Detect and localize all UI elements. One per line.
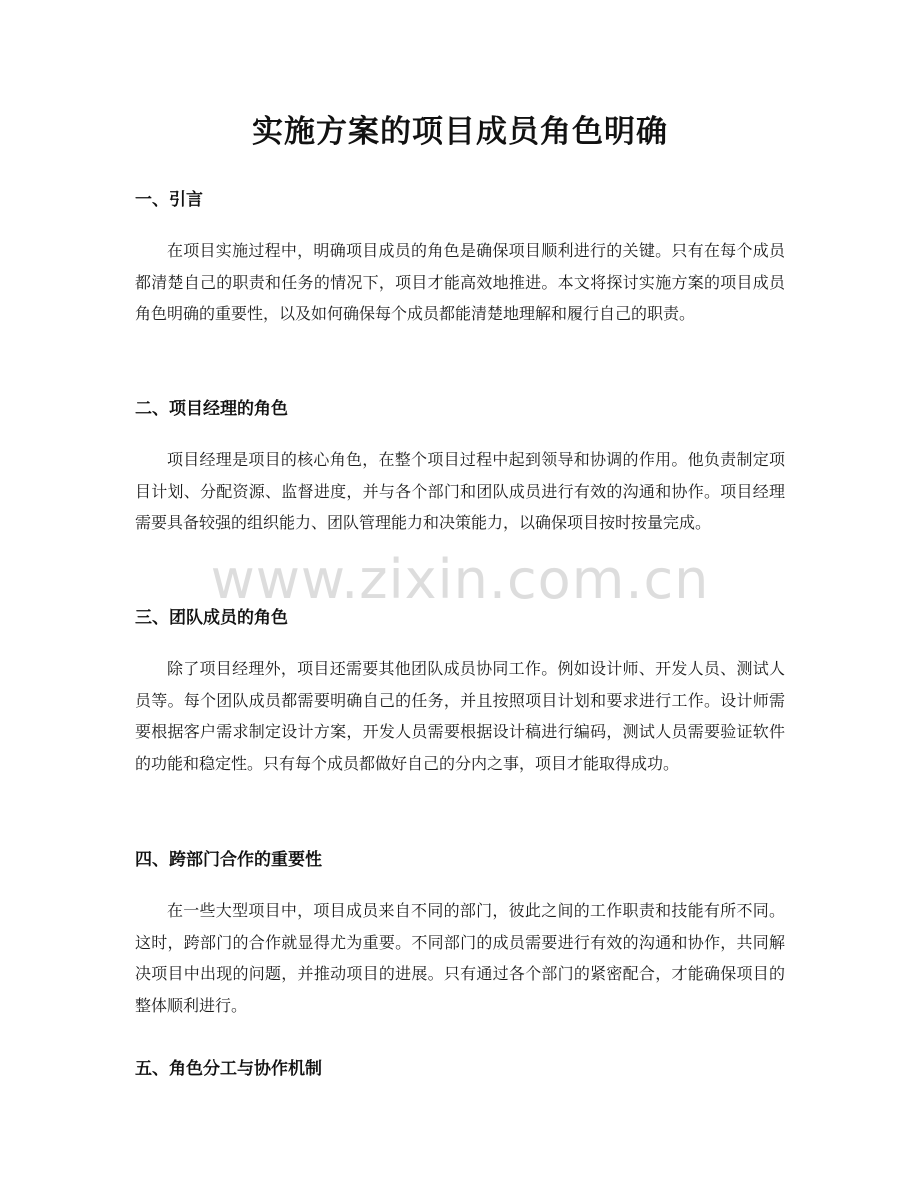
section-cross-department — [135, 848, 785, 1021]
section-team-members — [135, 606, 785, 779]
section-heading: 二、项目经理的角色 — [135, 399, 288, 419]
section-heading: 四、跨部门合作的重要性 — [135, 850, 322, 870]
section-paragraph: 在项目实施过程中，明确项目成员的角色是确保项目顺利进行的关键。只有在每个成员都清楚自己的职责和任务的情况下，项目才能高效地推进。本文将探讨实施方案的项目成员角色明确的重要性，以及如何确保每个成员都能清楚地理解和履行自己的职责。 — [135, 241, 785, 323]
section-paragraph: 除了项目经理外，项目还需要其他团队成员协同工作。例如设计师、开发人员、测试人员等。每个团队成员都需要明确自己的任务，并且按照项目计划和要求进行工作。设计师需要根据客户需求制定设计方案，开发人员需要根据设计稿进行编码，测试人员需要验证软件的功能和稳定性。只有每个成员都做好自己的分内之事，项目才能取得成功。 — [135, 659, 785, 773]
section-paragraph: 项目经理是项目的核心角色，在整个项目过程中起到领导和协调的作用。他负责制定项目计划、分配资源、监督进度，并与各个部门和团队成员进行有效的沟通和协作。项目经理需要具备较强的组织能力、团队管理能力和决策能力，以确保项目按时按量完成。 — [135, 450, 785, 532]
section-introduction — [135, 188, 785, 330]
section-heading: 一、引言 — [135, 190, 203, 210]
section-heading: 五、角色分工与协作机制 — [135, 1059, 322, 1079]
section-heading: 三、团队成员的角色 — [135, 608, 288, 628]
section-project-manager — [135, 397, 785, 539]
section-paragraph: 在一些大型项目中，项目成员来自不同的部门，彼此之间的工作职责和技能有所不同。这时，跨部门的合作就显得尤为重要。不同部门的成员需要进行有效的沟通和协作，共同解决项目中出现的问题，并推动项目的进展。只有通过各个部门的紧密配合，才能确保项目的整体顺利进行。 — [135, 901, 785, 1015]
watermark: www.zixin.com.cn — [210, 548, 710, 611]
section-roles-collaboration — [135, 1057, 785, 1081]
page-title: 实施方案的项目成员角色明确 — [252, 114, 668, 150]
